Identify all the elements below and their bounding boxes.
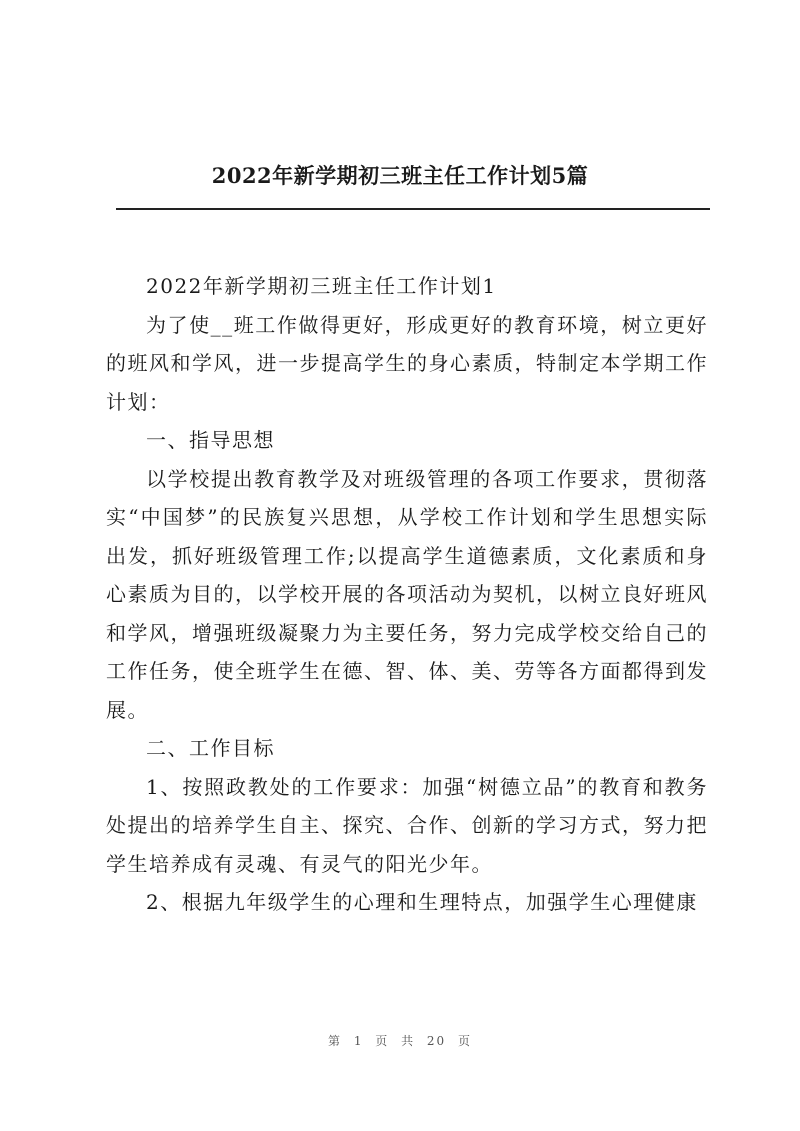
title-divider bbox=[116, 208, 710, 210]
guiding-thought-paragraph: 以学校提出教育教学及对班级管理的各项工作要求，贯彻落实“中国梦”的民族复兴思想，从学校工作计划和学生思想实际出发，抓好班级管理工作;以提高学生道德素质，文化素质和身心素质为目的，以学校开展的各项活动为契机，以树立良好班风和学风，增强班级凝聚力为主要任务，努力完成学校交给自己的工作任务，使全班学生在德、智、体、美、劳等各方面都得到发展。 bbox=[106, 466, 708, 722]
document-body bbox=[106, 267, 708, 922]
heading-guiding-thought: 一、指导思想 bbox=[146, 428, 275, 452]
section-title: 2022年新学期初三班主任工作计划1 bbox=[146, 274, 497, 298]
goal-item-2: 2、根据九年级学生的心理和生理特点，加强学生心理健康 bbox=[146, 890, 698, 914]
heading-work-goals: 二、工作目标 bbox=[146, 736, 275, 760]
intro-paragraph: 为了使__班工作做得更好，形成更好的教育环境，树立更好的班风和学风，进一步提高学生的身心素质，特制定本学期工作计划： bbox=[106, 312, 708, 414]
goal-item-1: 1、按照政教处的工作要求：加强“树德立品”的教育和教务处提出的培养学生自主、探究、合作、创新的学习方式，努力把学生培养成有灵魂、有灵气的阳光少年。 bbox=[106, 774, 708, 876]
page-footer: 第 1 页 共 20 页 bbox=[328, 1034, 472, 1048]
document-title: 2022年新学期初三班主任工作计划5篇 bbox=[211, 163, 589, 188]
